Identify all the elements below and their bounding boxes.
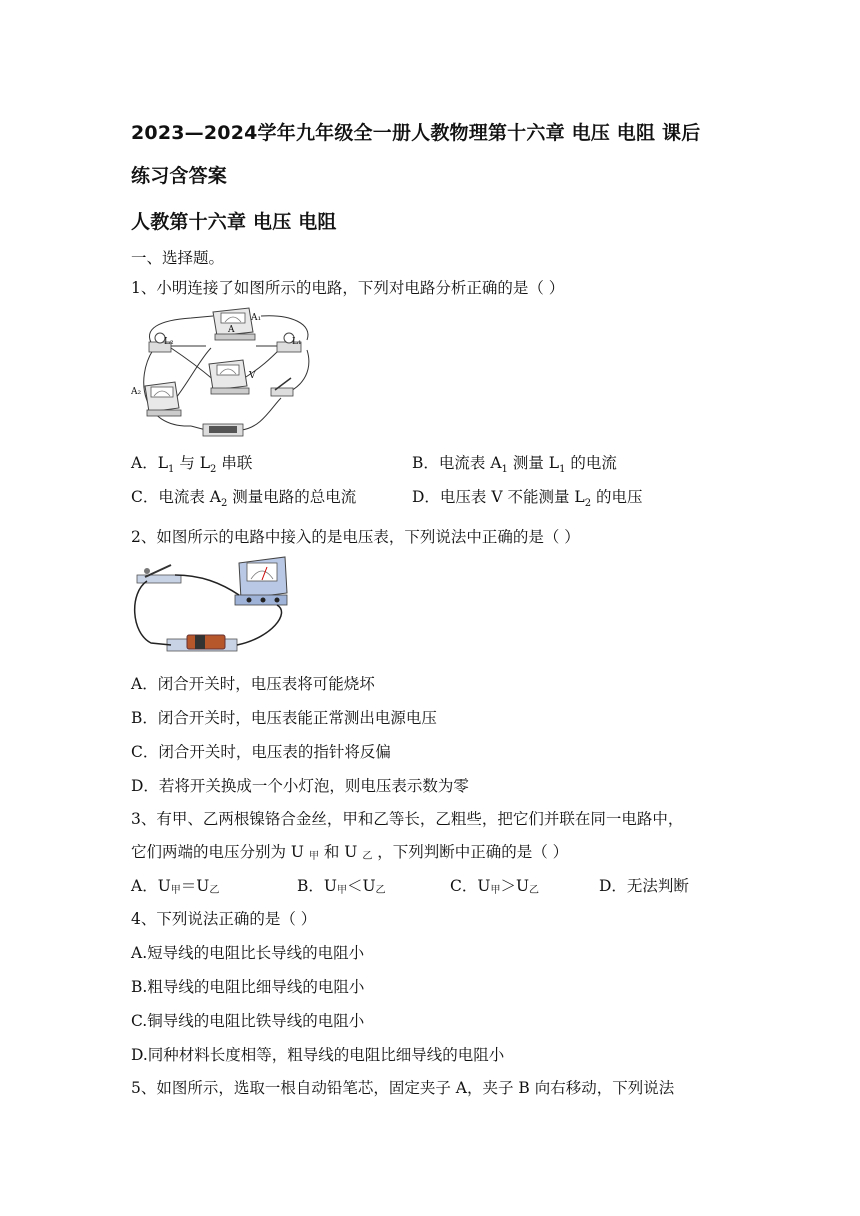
- q1-circuit-figure: [131, 298, 317, 442]
- subscript-jia: 甲: [336, 885, 347, 896]
- battery: [203, 424, 243, 436]
- chapter-heading: 人教第十六章 电压 电阻: [131, 211, 337, 233]
- q3-stem-line2: [131, 840, 568, 862]
- subscript-yi: 乙: [375, 885, 386, 896]
- battery: [167, 635, 237, 651]
- q3-option-d: D．无法判断: [599, 877, 689, 895]
- q1-c-pre: C．电流表 A: [131, 488, 221, 506]
- q4-option-d: D.同种材料长度相等，粗导线的电阻比细导线的电阻小: [131, 1046, 505, 1064]
- q1-a-post: 串联: [221, 454, 253, 472]
- doc-title-line1: 2023—2024学年九年级全一册人教物理第十六章 电压 电阻 课后: [131, 122, 701, 144]
- q3-b-op: ＜U: [346, 877, 376, 895]
- q2-option-c: C．闭合开关时，电压表的指针将反偏: [131, 743, 391, 761]
- subscript-jia: 甲: [170, 885, 181, 896]
- q2-option-a: A．闭合开关时，电压表将可能烧坏: [131, 675, 375, 693]
- q1-a-mid: 与 L: [179, 454, 211, 472]
- q2-circuit-figure: [131, 553, 291, 660]
- sub-2: 2: [220, 498, 228, 510]
- sub-2: 2: [584, 498, 592, 510]
- q3-stem2-mid: 和 U: [323, 843, 358, 861]
- subscript-yi: 乙: [209, 885, 220, 896]
- q1-option-a: [131, 451, 252, 475]
- q1-a-pre: A．L: [131, 454, 168, 472]
- section-heading: 一、选择题。: [131, 249, 225, 267]
- q4-stem: 4、下列说法正确的是（ ）: [131, 910, 317, 928]
- voltmeter: [235, 557, 287, 605]
- q3-a-pre: A．U: [131, 877, 171, 895]
- switch: [271, 378, 293, 396]
- q5-stem: 5、如图所示，选取一根自动铅笔芯，固定夹子 A，夹子 B 向右移动，下列说法: [131, 1079, 675, 1097]
- q2-stem: 2、如图所示的电路中接入的是电压表，下列说法中正确的是（ ）: [131, 528, 580, 546]
- ammeter-a1: [213, 308, 255, 340]
- q2-option-b: B．闭合开关时，电压表能正常测出电源电压: [131, 709, 437, 727]
- q1-c-post: 测量电路的总电流: [232, 488, 357, 506]
- q1-b-mid: 测量 L: [512, 454, 560, 472]
- q4-option-b: B.粗导线的电阻比细导线的电阻小: [131, 978, 365, 996]
- label-a2: A₂: [131, 387, 142, 397]
- subscript-yi: 乙: [529, 885, 540, 896]
- q3-option-b: [297, 874, 386, 896]
- voltmeter-v: [209, 360, 249, 394]
- doc-title-line2: 练习含答案: [131, 165, 228, 187]
- q3-stem-line1: 3、有甲、乙两根镍铬合金丝，甲和乙等长，乙粗些，把它们并联在同一电路中，: [131, 810, 684, 828]
- sub-1: 1: [501, 464, 508, 476]
- q4-option-c: C.铜导线的电阻比铁导线的电阻小: [131, 1012, 365, 1030]
- label-l1: L₁: [292, 337, 302, 347]
- q4-option-a: A.短导线的电阻比长导线的电阻小: [131, 944, 365, 962]
- q1-option-d: [412, 485, 643, 509]
- label-l2: L₂: [164, 337, 174, 347]
- label-a1: A₁: [251, 313, 262, 323]
- q3-option-c: [450, 874, 539, 896]
- q3-option-a: [131, 874, 219, 896]
- q3-c-pre: C．U: [450, 877, 491, 895]
- sub-2: 2: [210, 464, 217, 476]
- q1-d-pre: D．电压表 V 不能测量 L: [412, 488, 585, 506]
- q3-stem2-pre: 它们两端的电压分别为 U: [131, 843, 304, 861]
- q3-c-op: ＞U: [500, 877, 530, 895]
- sub-1: 1: [168, 464, 175, 476]
- ammeter-a2: [145, 382, 181, 416]
- q1-option-c: [131, 485, 356, 509]
- q1-b-pre: B．电流表 A: [412, 454, 502, 472]
- q1-stem: 1、小明连接了如图所示的电路，下列对电路分析正确的是（ ）: [131, 279, 565, 297]
- switch: [137, 565, 181, 583]
- q1-option-b: [412, 451, 617, 475]
- q2-option-d: D．若将开关换成一个小灯泡，则电压表示数为零: [131, 777, 469, 795]
- sub-1: 1: [559, 464, 566, 476]
- q3-b-pre: B．U: [297, 877, 337, 895]
- q1-b-post: 的电流: [570, 454, 617, 472]
- label-v: V: [249, 371, 256, 381]
- q1-d-post: 的电压: [596, 488, 643, 506]
- q3-a-op: ＝U: [180, 877, 210, 895]
- subscript-jia: 甲: [490, 885, 501, 896]
- subscript-jia: 甲: [308, 851, 319, 862]
- label-a-on-meter: A: [228, 325, 235, 335]
- q3-stem2-post: ，下列判断中正确的是（ ）: [377, 843, 569, 861]
- subscript-yi: 乙: [362, 851, 373, 862]
